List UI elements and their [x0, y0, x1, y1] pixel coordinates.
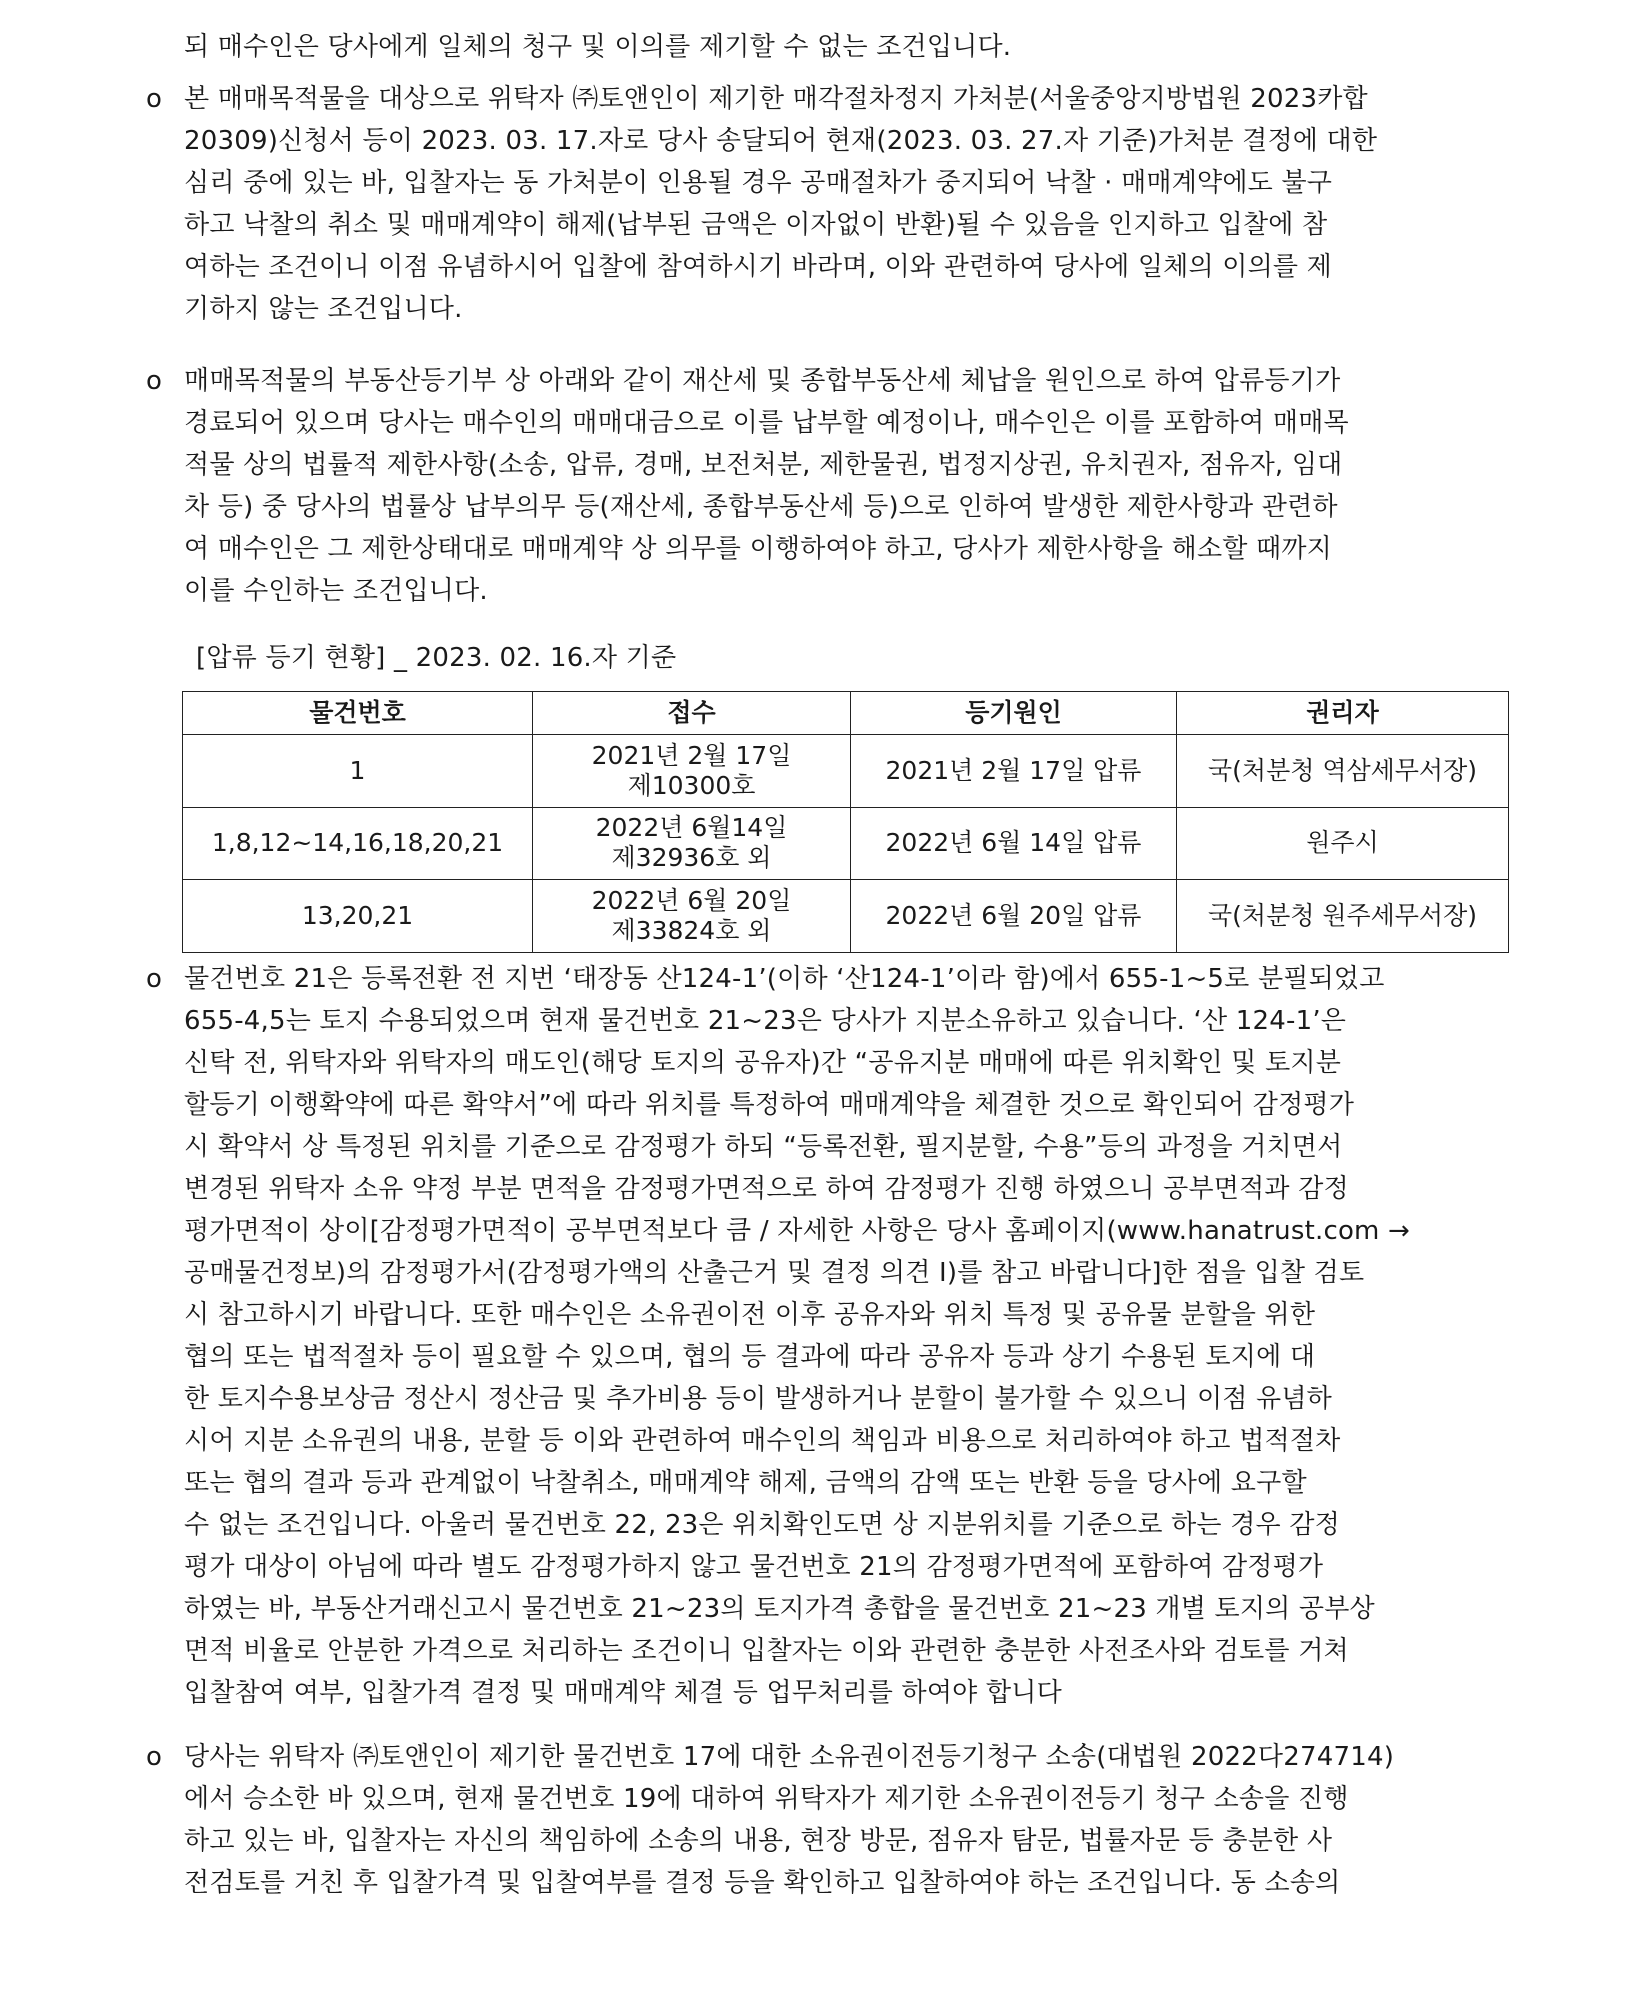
holder-cell: 국(처분청 역삼세무서장): [1177, 735, 1509, 808]
table-row: [183, 735, 1509, 808]
receipt-cell: [533, 880, 851, 953]
table-row: [183, 807, 1509, 880]
receipt-number: 제10300호: [627, 770, 756, 800]
table-header-row: [183, 692, 1509, 735]
column-header: 등기원인: [851, 692, 1177, 735]
bullet-p4: o: [146, 1742, 162, 1772]
receipt-date: 2021년 2월 17일: [591, 740, 792, 770]
receipt-number: 제32936호 외: [611, 843, 772, 873]
seizure-registration-table: [182, 691, 1509, 953]
p2-line: 여 매수인은 그 제한상태대로 매매계약 상 의무를 이행하여야 하고, 당사가 제한사항을 해소할 때까지: [184, 534, 1332, 564]
holder-cell: 원주시: [1177, 807, 1509, 880]
p1-line: 20309)신청서 등이 2023. 03. 17.자로 당사 송달되어 현재(2023. 03. 27.자 기준)가처분 결정에 대한: [184, 126, 1378, 156]
p3-line: 시어 지분 소유권의 내용, 분할 등 이와 관련하여 매수인의 책임과 비용으로 처리하여야 하고 법적절차: [184, 1426, 1341, 1456]
item-number-cell: 1,8,12~14,16,18,20,21: [183, 807, 533, 880]
p3-line: 면적 비율로 안분한 가격으로 처리하는 조건이니 입찰자는 이와 관련한 충분한 사전조사와 검토를 거쳐: [184, 1636, 1349, 1666]
cause-cell: 2021년 2월 17일 압류: [851, 735, 1177, 808]
cause-cell: 2022년 6월 14일 압류: [851, 807, 1177, 880]
p3-line: 시 확약서 상 특정된 위치를 기준으로 감정평가 하되 “등록전환, 필지분할, 수용”등의 과정을 거치면서: [184, 1132, 1343, 1162]
holder-cell: 국(처분청 원주세무서장): [1177, 880, 1509, 953]
column-header: 물건번호: [183, 692, 533, 735]
bullet-p3: o: [146, 964, 162, 994]
p3-line: 변경된 위탁자 소유 약정 부분 면적을 감정평가면적으로 하여 감정평가 진행 하였으니 공부면적과 감정: [184, 1174, 1349, 1204]
receipt-cell: [533, 735, 851, 808]
p1-line: 심리 중에 있는 바, 입찰자는 동 가처분이 인용될 경우 공매절차가 중지되어 낙찰 · 매매계약에도 불구: [184, 168, 1333, 198]
p4-line: 하고 있는 바, 입찰자는 자신의 책임하에 소송의 내용, 현장 방문, 점유자 탐문, 법률자문 등 충분한 사: [184, 1826, 1333, 1856]
bullet-p1: o: [146, 84, 162, 114]
p4-line: 에서 승소한 바 있으며, 현재 물건번호 19에 대하여 위탁자가 제기한 소유권이전등기 청구 소송을 진행: [184, 1784, 1349, 1814]
p3-line: 공매물건정보)의 감정평가서(감정평가액의 산출근거 및 결정 의견 I)를 참고 바랍니다]한 점을 입찰 검토: [184, 1258, 1365, 1288]
p3-line: 시 참고하시기 바랍니다. 또한 매수인은 소유권이전 이후 공유자와 위치 특정 및 공유물 분할을 위한: [184, 1300, 1316, 1330]
p3-line: 하였는 바, 부동산거래신고시 물건번호 21~23의 토지가격 총합을 물건번호 21~23 개별 토지의 공부상: [184, 1594, 1375, 1624]
p4-line: 전검토를 거친 후 입찰가격 및 입찰여부를 결정 등을 확인하고 입찰하여야 하는 조건입니다. 동 소송의: [184, 1868, 1341, 1898]
p3-line: 655-4,5는 토지 수용되었으며 현재 물건번호 21~23은 당사가 지분소유하고 있습니다. ‘산 124-1’은: [184, 1006, 1347, 1036]
p2-line: 이를 수인하는 조건입니다.: [184, 576, 488, 606]
p3-line: 입찰참여 여부, 입찰가격 결정 및 매매계약 체결 등 업무처리를 하여야 합니다: [184, 1678, 1062, 1708]
p1-line: 기하지 않는 조건입니다.: [184, 294, 463, 324]
p1-line: 여하는 조건이니 이점 유념하시어 입찰에 참여하시기 바라며, 이와 관련하여 당사에 일체의 이의를 제: [184, 252, 1332, 282]
column-header: 권리자: [1177, 692, 1509, 735]
p3-line: 평가면적이 상이[감정평가면적이 공부면적보다 큼 / 자세한 사항은 당사 홈페이지(www.hanatrust.com →: [184, 1216, 1411, 1246]
p3-line: 신탁 전, 위탁자와 위탁자의 매도인(해당 토지의 공유자)간 “공유지분 매매에 따른 위치확인 및 토지분: [184, 1048, 1342, 1078]
p1-line: 본 매매목적물을 대상으로 위탁자 ㈜토앤인이 제기한 매각절차정지 가처분(서울중앙지방법원 2023카합: [184, 84, 1368, 114]
p3-line: 또는 협의 결과 등과 관계없이 낙찰취소, 매매계약 해제, 금액의 감액 또는 반환 등을 당사에 요구할: [184, 1468, 1307, 1498]
receipt-cell: [533, 807, 851, 880]
p1-line: 하고 낙찰의 취소 및 매매계약이 해제(납부된 금액은 이자없이 반환)될 수 있음을 인지하고 입찰에 참: [184, 210, 1328, 240]
receipt-date: 2022년 6월 20일: [591, 886, 792, 916]
p3-line: 수 없는 조건입니다. 아울러 물건번호 22, 23은 위치확인도면 상 지분위치를 기준으로 하는 경우 감정: [184, 1510, 1340, 1540]
p2-line: 적물 상의 법률적 제한사항(소송, 압류, 경매, 보전처분, 제한물권, 법정지상권, 유치권자, 점유자, 임대: [184, 450, 1343, 480]
cause-cell: 2022년 6월 20일 압류: [851, 880, 1177, 953]
receipt-number: 제33824호 외: [611, 916, 772, 946]
p3-line: 협의 또는 법적절차 등이 필요할 수 있으며, 협의 등 결과에 따라 공유자 등과 상기 수용된 토지에 대: [184, 1342, 1316, 1372]
p3-line: 할등기 이행확약에 따른 확약서”에 따라 위치를 특정하여 매매계약을 체결한 것으로 확인되어 감정평가: [184, 1090, 1355, 1120]
column-header: 접수: [533, 692, 851, 735]
p3-line: 평가 대상이 아님에 따라 별도 감정평가하지 않고 물건번호 21의 감정평가면적에 포함하여 감정평가: [184, 1552, 1324, 1582]
p3-line: 물건번호 21은 등록전환 전 지번 ‘태장동 산124-1’(이하 ‘산124-1’이라 함)에서 655-1~5로 분필되었고: [184, 964, 1385, 994]
bullet-p2: o: [146, 366, 162, 396]
table-caption: [압류 등기 현황] _ 2023. 02. 16.자 기준: [196, 643, 677, 673]
item-number-cell: 13,20,21: [183, 880, 533, 953]
p3-line: 한 토지수용보상금 정산시 정산금 및 추가비용 등이 발생하거나 분할이 불가할 수 있으니 이점 유념하: [184, 1384, 1332, 1414]
table-row: [183, 880, 1509, 953]
p2-line: 매매목적물의 부동산등기부 상 아래와 같이 재산세 및 종합부동산세 체납을 원인으로 하여 압류등기가: [184, 366, 1341, 396]
receipt-date: 2022년 6월14일: [595, 813, 788, 843]
intro-line: 되 매수인은 당사에게 일체의 청구 및 이의를 제기할 수 없는 조건입니다.: [184, 32, 1012, 62]
p4-line: 당사는 위탁자 ㈜토앤인이 제기한 물건번호 17에 대한 소유권이전등기청구 소송(대법원 2022다274714): [184, 1742, 1395, 1772]
p2-line: 차 등) 중 당사의 법률상 납부의무 등(재산세, 종합부동산세 등)으로 인하여 발생한 제한사항과 관련하: [184, 492, 1338, 522]
item-number-cell: 1: [183, 735, 533, 808]
p2-line: 경료되어 있으며 당사는 매수인의 매매대금으로 이를 납부할 예정이나, 매수인은 이를 포함하여 매매목: [184, 408, 1349, 438]
